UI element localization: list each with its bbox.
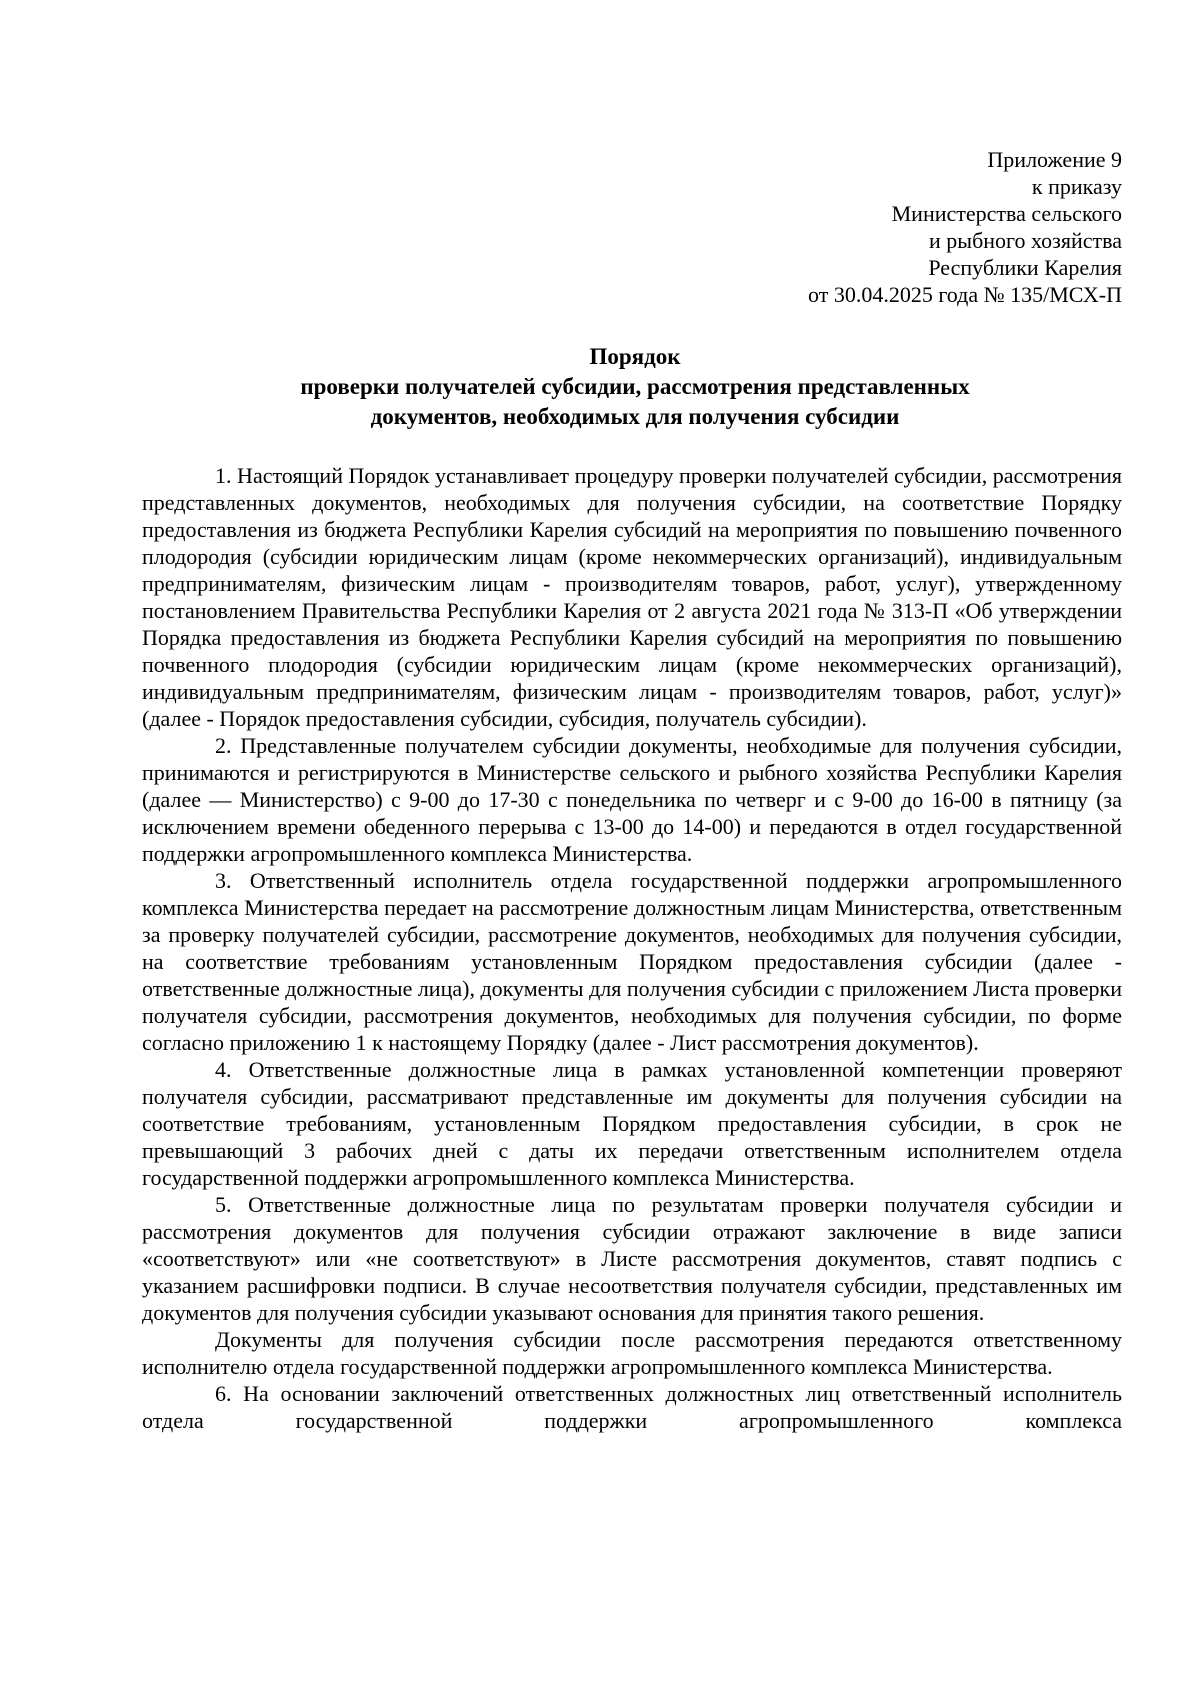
title-line-2: проверки получателей субсидии, рассмотрения представленных <box>300 374 970 399</box>
document-title <box>150 342 1120 432</box>
appendix-number: Приложение 9 <box>987 147 1122 172</box>
appendix-ministry-line2: и рыбного хозяйства <box>929 228 1122 253</box>
appendix-ministry-line1: Министерства сельского <box>891 201 1122 226</box>
appendix-order-date: от 30.04.2025 года № 135/МСХ-П <box>808 282 1122 307</box>
paragraph-6: 6. На основании заключений ответственных должностных лиц ответственный исполнитель отдела государственной поддержки агропромышленного комплекса <box>142 1381 1122 1433</box>
title-line-1: Порядок <box>589 344 681 369</box>
document-body <box>142 462 1122 1434</box>
paragraph-3: 3. Ответственный исполнитель отдела государственной поддержки агропромышленного комплекса Министерства передает на рассмотрение должностным лицам Министерства, ответственным за проверку получателей субсидии, рассмотрение документов, необходимых для получения субсидии, на соответствие требованиям установленным Порядком предоставления субсидии (далее - ответственные должностные лица), документы для получения субсидии с приложением Листа проверки получателя субсидии, рассмотрения документов, необходимых для получения субсидии, по форме согласно приложению 1 к настоящему Порядку (далее - Лист рассмотрения документов). <box>142 868 1122 1055</box>
paragraph-2: 2. Представленные получателем субсидии документы, необходимые для получения субсидии, принимаются и регистрируются в Министерстве сельского и рыбного хозяйства Республики Карелия (далее — Министерство) с 9-00 до 17-30 с понедельника по четверг и с 9-00 до 16-00 в пятницу (за исключением времени обеденного перерыва с 13-00 до 14-00) и передаются в отдел государственной поддержки агропромышленного комплекса Министерства. <box>142 733 1122 866</box>
appendix-republic: Республики Карелия <box>928 255 1122 280</box>
paragraph-1: 1. Настоящий Порядок устанавливает процедуру проверки получателей субсидии, рассмотрения представленных документов, необходимых для получения субсидии, на соответствие Порядку предоставления из бюджета Республики Карелия субсидий на мероприятия по повышению почвенного плодородия (субсидии юридическим лицам (кроме некоммерческих организаций), индивидуальным предпринимателям, физическим лицам - производителям товаров, работ, услуг), утвержденному постановлением Правительства Республики Карелия от 2 августа 2021 года № 313-П «Об утверждении Порядка предоставления из бюджета Республики Карелия субсидий на мероприятия по повышению почвенного плодородия (субсидии юридическим лицам (кроме некоммерческих организаций), индивидуальным предпринимателям, физическим лицам - производителям товаров, работ, услуг)» (далее - Порядок предоставления субсидии, субсидия, получатель субсидии). <box>142 463 1122 731</box>
paragraph-5-continuation: Документы для получения субсидии после рассмотрения передаются ответственному исполнителю отдела государственной поддержки агропромышленного комплекса Министерства. <box>142 1327 1122 1379</box>
appendix-order-ref: к приказу <box>1031 174 1122 199</box>
paragraph-5: 5. Ответственные должностные лица по результатам проверки получателя субсидии и рассмотрения документов для получения субсидии отражают заключение в виде записи «соответствуют» или «не соответствуют» в Листе рассмотрения документов, ставят подпись с указанием расшифровки подписи. В случае несоответствия получателя субсидии, представленных им документов для получения субсидии указывают основания для принятия такого решения. <box>142 1192 1122 1325</box>
appendix-header <box>702 146 1122 308</box>
title-line-3: документов, необходимых для получения субсидии <box>370 404 900 429</box>
paragraph-4: 4. Ответственные должностные лица в рамках установленной компетенции проверяют получателя субсидии, рассматривают представленные им документы для получения субсидии на соответствие требованиям, установленным Порядком предоставления субсидии, в срок не превышающий 3 рабочих дней с даты их передачи ответственным исполнителем отдела государственной поддержки агропромышленного комплекса Министерства. <box>142 1057 1122 1190</box>
